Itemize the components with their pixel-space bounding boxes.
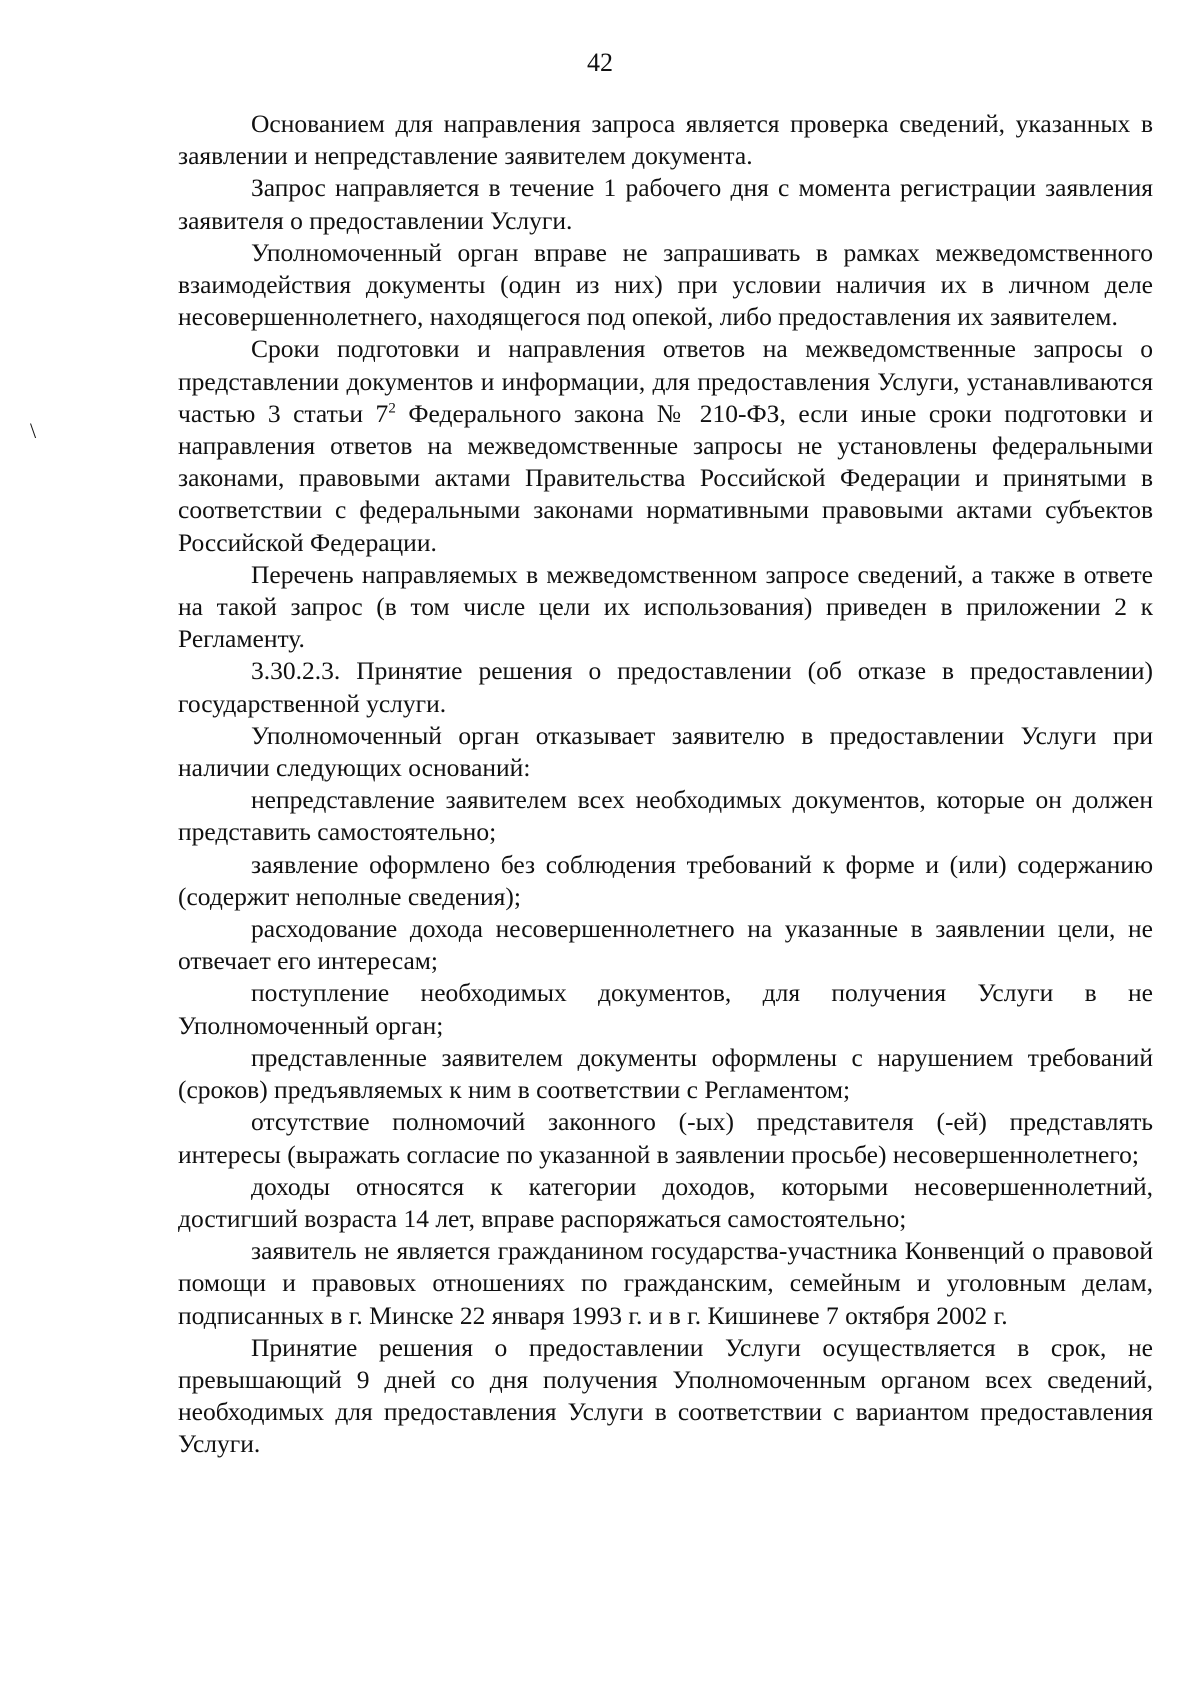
list-item: расходование дохода несовершеннолетнего на указанные в заявлении цели, не отвечает его интересам; bbox=[178, 914, 1153, 976]
body-text bbox=[178, 108, 1153, 1461]
paragraph-text-after: Федерального закона № 210-ФЗ, если иные сроки подготовки и направления ответов на межведомственные запросы не установлены федеральными законами, правовыми актами Правительства Российской Федерации и принятыми в соответствии с федеральными законами нормативными правовыми актами субъектов Российской Федерации. bbox=[178, 398, 1154, 557]
list-item: непредставление заявителем всех необходимых документов, которые он должен представить самостоятельно; bbox=[178, 785, 1153, 847]
paragraph-text-before: Сроки подготовки и направления ответов на межведомственные запросы о представлении документов и информации, для предоставления Услуги, устанавливаются частью 3 статьи 7 bbox=[178, 334, 1153, 428]
list-item: представленные заявителем документы оформлены с нарушением требований (сроков) предъявляемых к ним в соответствии с Регламентом; bbox=[178, 1042, 1153, 1105]
list-item: поступление необходимых документов, для получения Услуги в не Уполномоченный орган; bbox=[178, 978, 1153, 1040]
paragraph: Принятие решения о предоставлении Услуги осуществляется в срок, не превышающий 9 дней со дня получения Уполномоченным органом всех сведений, необходимых для предоставления Услуги в соответствии с вариантом предоставления Услуги. bbox=[178, 1332, 1153, 1459]
superscript: 2 bbox=[388, 400, 396, 417]
list-item: доходы относятся к категории доходов, которыми несовершеннолетний, достигший возраста 14 лет, вправе распоряжаться самостоятельно; bbox=[178, 1171, 1153, 1233]
paragraph: Уполномоченный орган отказывает заявителю в предоставлении Услуги при наличии следующих оснований: bbox=[178, 720, 1153, 783]
paragraph: Запрос направляется в течение 1 рабочего дня с момента регистрации заявления заявителя о предоставлении Услуги. bbox=[178, 173, 1153, 235]
stray-scan-mark: \ bbox=[30, 418, 37, 443]
paragraph-with-superscript bbox=[178, 333, 1153, 558]
list-item: отсутствие полномочий законного (-ых) представителя (-ей) представлять интересы (выражать согласие по указанной в заявлении просьбе) несовершеннолетнего; bbox=[178, 1107, 1153, 1169]
paragraph: Основанием для направления запроса является проверка сведений, указанных в заявлении и непредставление заявителем документа. bbox=[178, 109, 1153, 171]
paragraph: Перечень направляемых в межведомственном запросе сведений, а также в ответе на такой запрос (в том числе цели их использования) приведен в приложении 2 к Регламенту. bbox=[178, 559, 1153, 654]
section-heading-paragraph: 3.30.2.3. Принятие решения о предоставлении (об отказе в предоставлении) государственной услуги. bbox=[178, 656, 1153, 718]
list-item: заявление оформлено без соблюдения требований к форме и (или) содержанию (содержит неполные сведения); bbox=[178, 849, 1153, 911]
list-item: заявитель не является гражданином государства-участника Конвенций о правовой помощи и правовых отношениях по гражданским, семейным и уголовным делам, подписанных в г. Минске 22 января 1993 г. и в г. Кишиневе 7 октября 2002 г. bbox=[178, 1236, 1153, 1330]
page-number: 42 bbox=[587, 48, 613, 77]
paragraph: Уполномоченный орган вправе не запрашивать в рамках межведомственного взаимодействия документы (один из них) при условии наличия их в личном деле несовершеннолетнего, находящегося под опекой, либо предоставления их заявителем. bbox=[178, 237, 1153, 332]
